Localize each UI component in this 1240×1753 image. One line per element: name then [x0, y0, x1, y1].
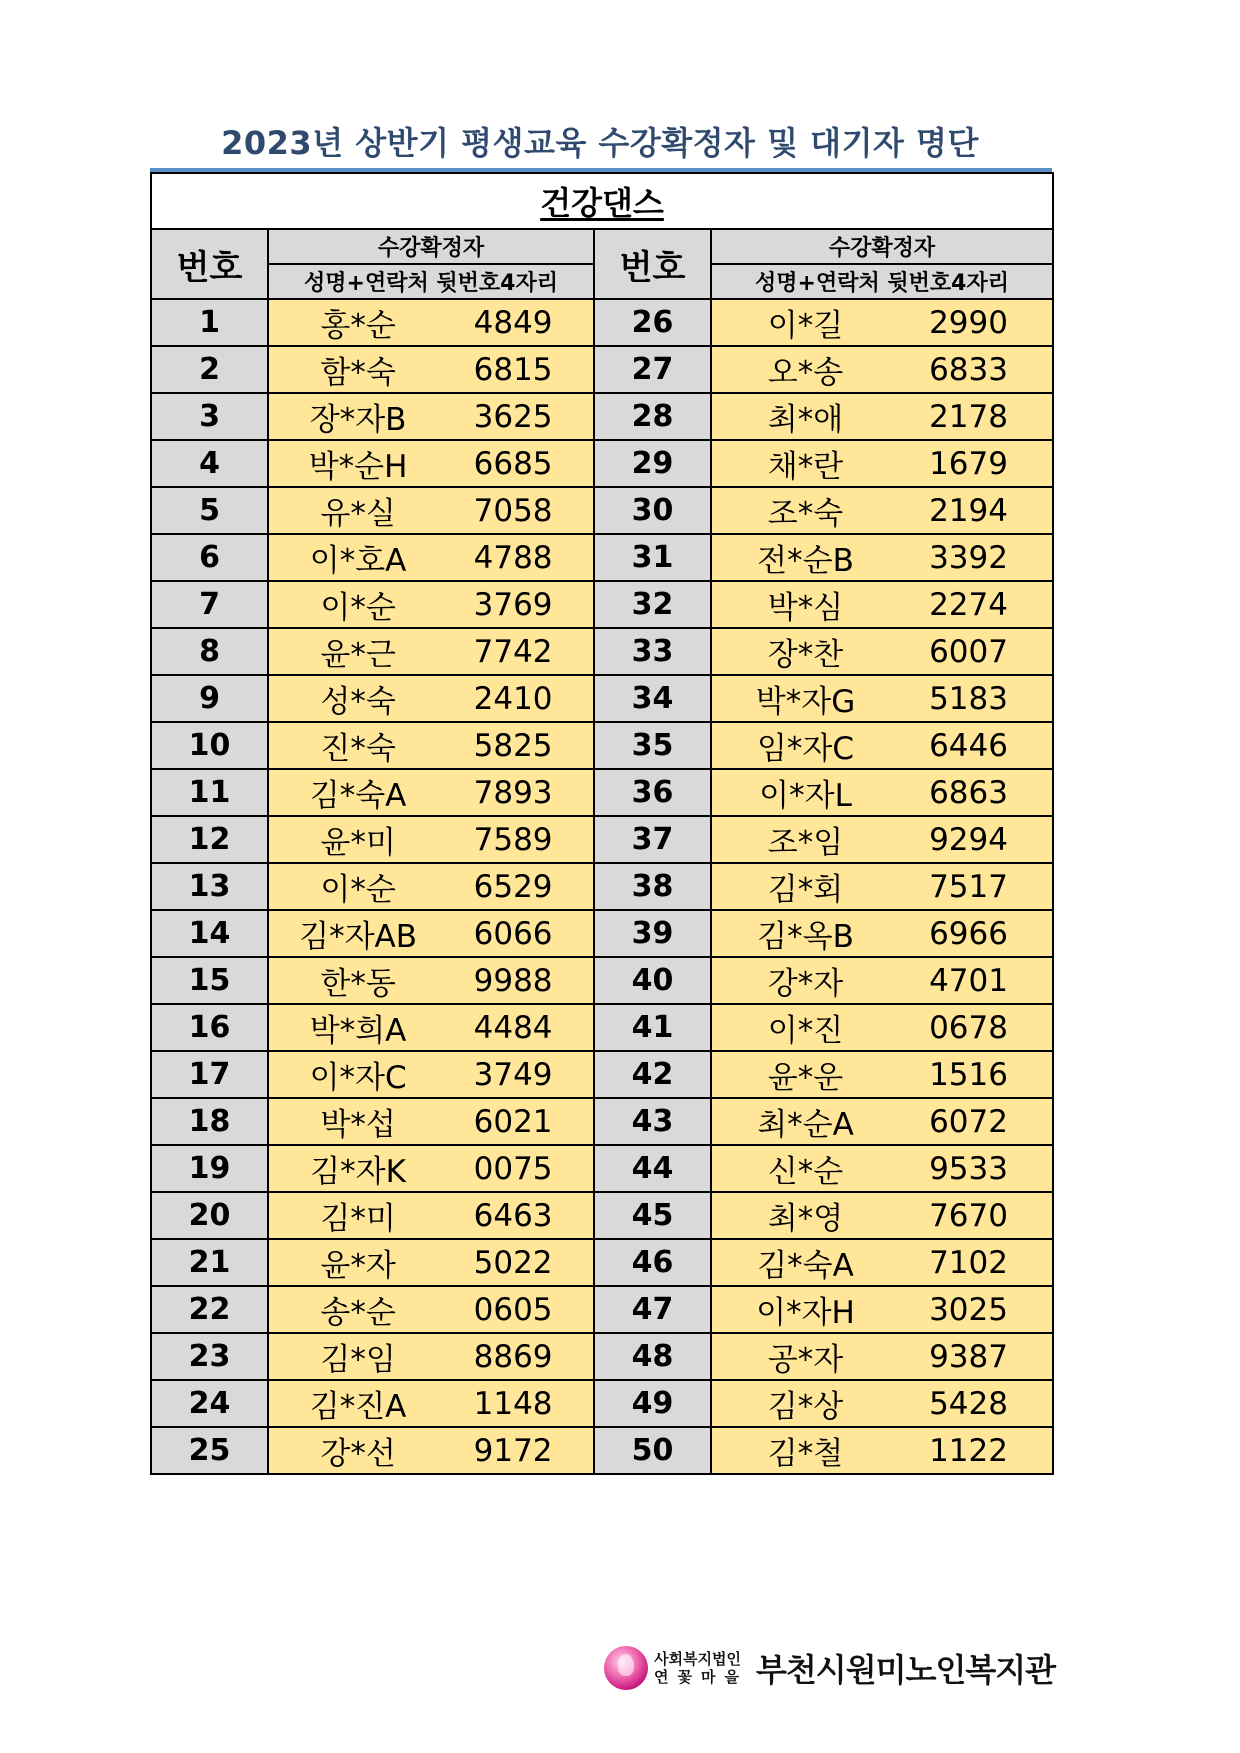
- person-name: 박*심: [767, 590, 844, 626]
- header-sub-right: 성명+연락처 뒷번호4자리: [711, 264, 1053, 299]
- table-row: [151, 1004, 1053, 1051]
- row-number: 18: [151, 1098, 268, 1145]
- person-cell: [711, 769, 1053, 816]
- person-cell: [268, 1427, 594, 1474]
- person-cell: [711, 910, 1053, 957]
- row-number: 44: [594, 1145, 711, 1192]
- row-number: 32: [594, 581, 711, 628]
- row-number: 37: [594, 816, 711, 863]
- table-row: [151, 675, 1053, 722]
- person-name: 이*진: [767, 1013, 844, 1049]
- person-name: 최*영: [767, 1201, 844, 1237]
- person-name: 최*애: [767, 402, 844, 438]
- person-cell: [711, 581, 1053, 628]
- person-cell: [268, 628, 594, 675]
- person-name: 김*자AB: [299, 919, 418, 955]
- phone-last4: 2194: [929, 492, 1008, 529]
- phone-last4: 6066: [473, 915, 553, 952]
- row-number: 14: [151, 910, 268, 957]
- person-name: 신*순: [767, 1154, 844, 1190]
- row-number: 49: [594, 1380, 711, 1427]
- row-number: 24: [151, 1380, 268, 1427]
- phone-last4: 2274: [929, 586, 1008, 623]
- lotus-logo-icon: [604, 1646, 648, 1690]
- phone-last4: 8869: [473, 1338, 553, 1375]
- person-cell: [268, 299, 594, 346]
- phone-last4: 6446: [929, 727, 1008, 764]
- phone-last4: 6072: [929, 1103, 1008, 1140]
- person-cell: [268, 910, 594, 957]
- row-number: 16: [151, 1004, 268, 1051]
- person-name: 김*숙A: [757, 1248, 854, 1284]
- row-number: 8: [151, 628, 268, 675]
- person-cell: [268, 769, 594, 816]
- row-number: 26: [594, 299, 711, 346]
- person-cell: [711, 1286, 1053, 1333]
- table-row: [151, 1098, 1053, 1145]
- person-cell: [711, 722, 1053, 769]
- phone-last4: 7742: [473, 633, 553, 670]
- person-name: 김*진A: [309, 1389, 407, 1425]
- row-number: 29: [594, 440, 711, 487]
- row-number: 17: [151, 1051, 268, 1098]
- org-type: [654, 1650, 748, 1686]
- person-cell: [711, 393, 1053, 440]
- person-cell: [268, 1192, 594, 1239]
- person-cell: [711, 1051, 1053, 1098]
- phone-last4: 6007: [929, 633, 1008, 670]
- page-title: 2023년 상반기 평생교육 수강확정자 및 대기자 명단: [221, 124, 979, 162]
- person-cell: [268, 487, 594, 534]
- person-cell: [711, 957, 1053, 1004]
- row-number: 15: [151, 957, 268, 1004]
- org-type-line2: 연꽃마을: [654, 1668, 748, 1686]
- row-number: 48: [594, 1333, 711, 1380]
- person-cell: [268, 1145, 594, 1192]
- table-row: [151, 910, 1053, 957]
- phone-last4: 6815: [473, 351, 553, 388]
- phone-last4: 3769: [473, 586, 553, 623]
- person-cell: [711, 1380, 1053, 1427]
- person-cell: [711, 1427, 1053, 1474]
- phone-last4: 5428: [929, 1385, 1008, 1422]
- row-number: 7: [151, 581, 268, 628]
- person-name: 최*순A: [757, 1107, 854, 1143]
- person-name: 홍*순: [320, 308, 396, 344]
- table-row: [151, 487, 1053, 534]
- person-cell: [268, 1380, 594, 1427]
- row-number: 13: [151, 863, 268, 910]
- header-group-left: 수강확정자: [268, 229, 594, 264]
- phone-last4: 3625: [473, 398, 553, 435]
- course-title-cell: [151, 173, 1053, 229]
- person-cell: [711, 346, 1053, 393]
- row-number: 20: [151, 1192, 268, 1239]
- table-row: [151, 346, 1053, 393]
- person-cell: [268, 534, 594, 581]
- person-name: 김*미: [320, 1201, 396, 1237]
- table-row: [151, 628, 1053, 675]
- person-cell: [268, 675, 594, 722]
- row-number: 23: [151, 1333, 268, 1380]
- person-name: 윤*근: [320, 637, 396, 673]
- phone-last4: 7670: [929, 1197, 1008, 1234]
- person-cell: [268, 863, 594, 910]
- person-cell: [711, 863, 1053, 910]
- row-number: 12: [151, 816, 268, 863]
- person-name: 김*숙A: [309, 778, 407, 814]
- row-number: 40: [594, 957, 711, 1004]
- header-sub-left: 성명+연락처 뒷번호4자리: [268, 264, 594, 299]
- row-number: 50: [594, 1427, 711, 1474]
- person-name: 윤*운: [767, 1060, 844, 1096]
- person-name: 이*자L: [759, 778, 852, 814]
- table-row: [151, 1051, 1053, 1098]
- person-name: 이*순: [320, 872, 396, 908]
- person-cell: [268, 957, 594, 1004]
- phone-last4: 6529: [473, 868, 553, 905]
- person-cell: [711, 1004, 1053, 1051]
- person-cell: [268, 1098, 594, 1145]
- person-cell: [268, 1004, 594, 1051]
- row-number: 47: [594, 1286, 711, 1333]
- phone-last4: 6463: [473, 1197, 553, 1234]
- person-cell: [711, 628, 1053, 675]
- phone-last4: 3025: [929, 1291, 1008, 1328]
- phone-last4: 0678: [929, 1009, 1008, 1046]
- person-name: 조*임: [767, 825, 844, 861]
- table-row: [151, 1333, 1053, 1380]
- phone-last4: 9172: [473, 1432, 553, 1469]
- person-cell: [268, 816, 594, 863]
- phone-last4: 1679: [929, 445, 1008, 482]
- row-number: 5: [151, 487, 268, 534]
- phone-last4: 1122: [929, 1432, 1008, 1469]
- phone-last4: 1148: [473, 1385, 553, 1422]
- person-name: 박*순H: [308, 449, 408, 485]
- table-row: [151, 1145, 1053, 1192]
- header-number-left: 번호: [151, 229, 268, 299]
- table-row: [151, 722, 1053, 769]
- person-name: 박*자G: [755, 684, 856, 720]
- person-name: 송*순: [320, 1295, 396, 1331]
- course-title: 건강댄스: [540, 184, 664, 222]
- person-name: 함*숙: [320, 355, 396, 391]
- person-name: 공*자: [767, 1342, 844, 1378]
- row-number: 28: [594, 393, 711, 440]
- phone-last4: 7058: [473, 492, 553, 529]
- phone-last4: 2990: [929, 304, 1008, 341]
- person-name: 채*란: [767, 449, 844, 485]
- row-number: 34: [594, 675, 711, 722]
- phone-last4: 7102: [929, 1244, 1008, 1281]
- org-name: 부천시원미노인복지관: [755, 1651, 1056, 1689]
- person-cell: [711, 1192, 1053, 1239]
- person-cell: [711, 816, 1053, 863]
- person-name: 김*상: [767, 1389, 844, 1425]
- table-row: [151, 1380, 1053, 1427]
- row-number: 22: [151, 1286, 268, 1333]
- phone-last4: 5825: [473, 727, 553, 764]
- person-name: 김*자K: [310, 1154, 406, 1190]
- person-cell: [268, 346, 594, 393]
- row-number: 30: [594, 487, 711, 534]
- phone-last4: 6685: [473, 445, 553, 482]
- person-name: 김*회: [767, 872, 844, 908]
- row-number: 2: [151, 346, 268, 393]
- row-number: 39: [594, 910, 711, 957]
- person-cell: [711, 440, 1053, 487]
- person-cell: [711, 487, 1053, 534]
- row-number: 10: [151, 722, 268, 769]
- organization-footer: [604, 1640, 1104, 1696]
- phone-last4: 9988: [473, 962, 553, 999]
- phone-last4: 7517: [929, 868, 1008, 905]
- person-name: 유*실: [320, 496, 396, 532]
- phone-last4: 9387: [929, 1338, 1008, 1375]
- row-number: 41: [594, 1004, 711, 1051]
- person-name: 오*송: [767, 355, 844, 391]
- row-number: 4: [151, 440, 268, 487]
- table-row: [151, 1286, 1053, 1333]
- person-cell: [711, 675, 1053, 722]
- person-cell: [268, 1239, 594, 1286]
- person-name: 성*숙: [320, 684, 396, 720]
- person-cell: [711, 1145, 1053, 1192]
- header-group-right: 수강확정자: [711, 229, 1053, 264]
- person-name: 윤*미: [320, 825, 396, 861]
- roster-table: [150, 172, 1054, 1475]
- row-number: 19: [151, 1145, 268, 1192]
- person-name: 박*희A: [309, 1013, 407, 1049]
- row-number: 9: [151, 675, 268, 722]
- phone-last4: 4849: [473, 304, 553, 341]
- row-number: 6: [151, 534, 268, 581]
- person-cell: [268, 581, 594, 628]
- row-number: 27: [594, 346, 711, 393]
- table-row: [151, 393, 1053, 440]
- person-name: 이*자C: [309, 1060, 407, 1096]
- person-name: 장*자B: [309, 402, 407, 438]
- person-cell: [711, 1333, 1053, 1380]
- row-number: 31: [594, 534, 711, 581]
- roster-body: [151, 299, 1053, 1474]
- row-number: 25: [151, 1427, 268, 1474]
- row-number: 35: [594, 722, 711, 769]
- person-name: 강*자: [767, 966, 844, 1002]
- person-name: 진*숙: [320, 731, 396, 767]
- person-cell: [711, 534, 1053, 581]
- phone-last4: 6021: [473, 1103, 553, 1140]
- person-cell: [268, 1333, 594, 1380]
- phone-last4: 4484: [473, 1009, 553, 1046]
- person-cell: [711, 1098, 1053, 1145]
- phone-last4: 9294: [929, 821, 1008, 858]
- person-name: 박*섭: [320, 1107, 396, 1143]
- phone-last4: 3392: [929, 539, 1008, 576]
- row-number: 46: [594, 1239, 711, 1286]
- table-row: [151, 581, 1053, 628]
- person-name: 강*선: [320, 1436, 396, 1472]
- phone-last4: 5183: [929, 680, 1008, 717]
- person-cell: [268, 1051, 594, 1098]
- row-number: 33: [594, 628, 711, 675]
- person-name: 김*철: [767, 1436, 844, 1472]
- person-name: 김*옥B: [757, 919, 854, 955]
- person-cell: [268, 722, 594, 769]
- phone-last4: 7893: [473, 774, 553, 811]
- row-number: 21: [151, 1239, 268, 1286]
- org-type-line1: 사회복지법인: [654, 1650, 741, 1668]
- row-number: 42: [594, 1051, 711, 1098]
- table-row: [151, 769, 1053, 816]
- person-name: 김*임: [320, 1342, 396, 1378]
- row-number: 36: [594, 769, 711, 816]
- person-cell: [711, 299, 1053, 346]
- person-name: 장*찬: [767, 637, 844, 673]
- phone-last4: 2178: [929, 398, 1008, 435]
- person-name: 전*순B: [757, 543, 854, 579]
- header-number-right: 번호: [594, 229, 711, 299]
- person-cell: [268, 440, 594, 487]
- person-cell: [268, 1286, 594, 1333]
- person-name: 이*길: [767, 308, 844, 344]
- table-row: [151, 816, 1053, 863]
- person-name: 임*자C: [756, 731, 855, 767]
- phone-last4: 0075: [473, 1150, 553, 1187]
- phone-last4: 0605: [473, 1291, 553, 1328]
- row-number: 38: [594, 863, 711, 910]
- table-row: [151, 957, 1053, 1004]
- phone-last4: 5022: [473, 1244, 553, 1281]
- row-number: 1: [151, 299, 268, 346]
- row-number: 43: [594, 1098, 711, 1145]
- phone-last4: 2410: [473, 680, 553, 717]
- person-cell: [268, 393, 594, 440]
- table-row: [151, 534, 1053, 581]
- phone-last4: 1516: [929, 1056, 1008, 1093]
- table-row: [151, 863, 1053, 910]
- phone-last4: 3749: [473, 1056, 553, 1093]
- table-row: [151, 1239, 1053, 1286]
- row-number: 11: [151, 769, 268, 816]
- phone-last4: 7589: [473, 821, 553, 858]
- table-row: [151, 1192, 1053, 1239]
- row-number: 45: [594, 1192, 711, 1239]
- person-name: 이*호A: [309, 543, 407, 579]
- person-name: 한*동: [320, 966, 396, 1002]
- person-name: 조*숙: [767, 496, 844, 532]
- table-row: [151, 299, 1053, 346]
- phone-last4: 6863: [929, 774, 1008, 811]
- phone-last4: 4788: [473, 539, 553, 576]
- person-name: 이*순: [320, 590, 396, 626]
- phone-last4: 6966: [929, 915, 1008, 952]
- person-name: 이*자H: [756, 1295, 855, 1331]
- phone-last4: 9533: [929, 1150, 1008, 1187]
- table-row: [151, 440, 1053, 487]
- table-row: [151, 1427, 1053, 1474]
- phone-last4: 6833: [929, 351, 1008, 388]
- person-name: 윤*자: [320, 1248, 396, 1284]
- person-cell: [711, 1239, 1053, 1286]
- row-number: 3: [151, 393, 268, 440]
- phone-last4: 4701: [929, 962, 1008, 999]
